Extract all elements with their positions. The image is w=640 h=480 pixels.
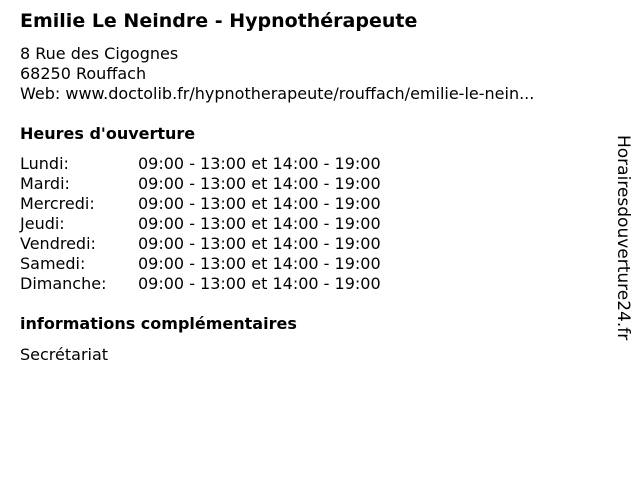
hours-row	[20, 174, 381, 194]
extra-info-text: Secrétariat	[20, 345, 109, 364]
address-block	[20, 44, 534, 104]
website-line: Web: www.doctolib.fr/hypnotherapeute/rouffach/emilie-le-nein...	[20, 84, 535, 103]
hours-value: 09:00 - 13:00 et 14:00 - 19:00	[138, 154, 381, 173]
day-label: Dimanche:	[20, 274, 107, 293]
hours-row	[20, 234, 381, 254]
hours-value: 09:00 - 13:00 et 14:00 - 19:00	[138, 274, 381, 293]
day-label: Lundi:	[20, 154, 69, 173]
extra-info-heading: informations complémentaires	[20, 314, 297, 333]
day-label: Samedi:	[20, 254, 86, 273]
opening-hours-list	[20, 154, 381, 294]
hours-row	[20, 194, 381, 214]
day-label: Mardi:	[20, 174, 70, 193]
hours-value: 09:00 - 13:00 et 14:00 - 19:00	[138, 214, 381, 233]
side-brand-watermark: Horairesdouverture24.fr	[613, 135, 633, 341]
page-title: Emilie Le Neindre - Hypnothérapeute	[20, 10, 418, 32]
address-street: 8 Rue des Cigognes	[20, 44, 179, 63]
hours-value: 09:00 - 13:00 et 14:00 - 19:00	[138, 194, 381, 213]
day-label: Vendredi:	[20, 234, 96, 253]
hours-row	[20, 254, 381, 274]
day-label: Jeudi:	[20, 214, 65, 233]
day-label: Mercredi:	[20, 194, 95, 213]
hours-value: 09:00 - 13:00 et 14:00 - 19:00	[138, 174, 381, 193]
hours-row	[20, 274, 381, 294]
hours-row	[20, 154, 381, 174]
hours-value: 09:00 - 13:00 et 14:00 - 19:00	[138, 234, 381, 253]
address-city: 68250 Rouffach	[20, 64, 147, 83]
hours-value: 09:00 - 13:00 et 14:00 - 19:00	[138, 254, 381, 273]
opening-hours-heading: Heures d'ouverture	[20, 124, 196, 143]
hours-row	[20, 214, 381, 234]
